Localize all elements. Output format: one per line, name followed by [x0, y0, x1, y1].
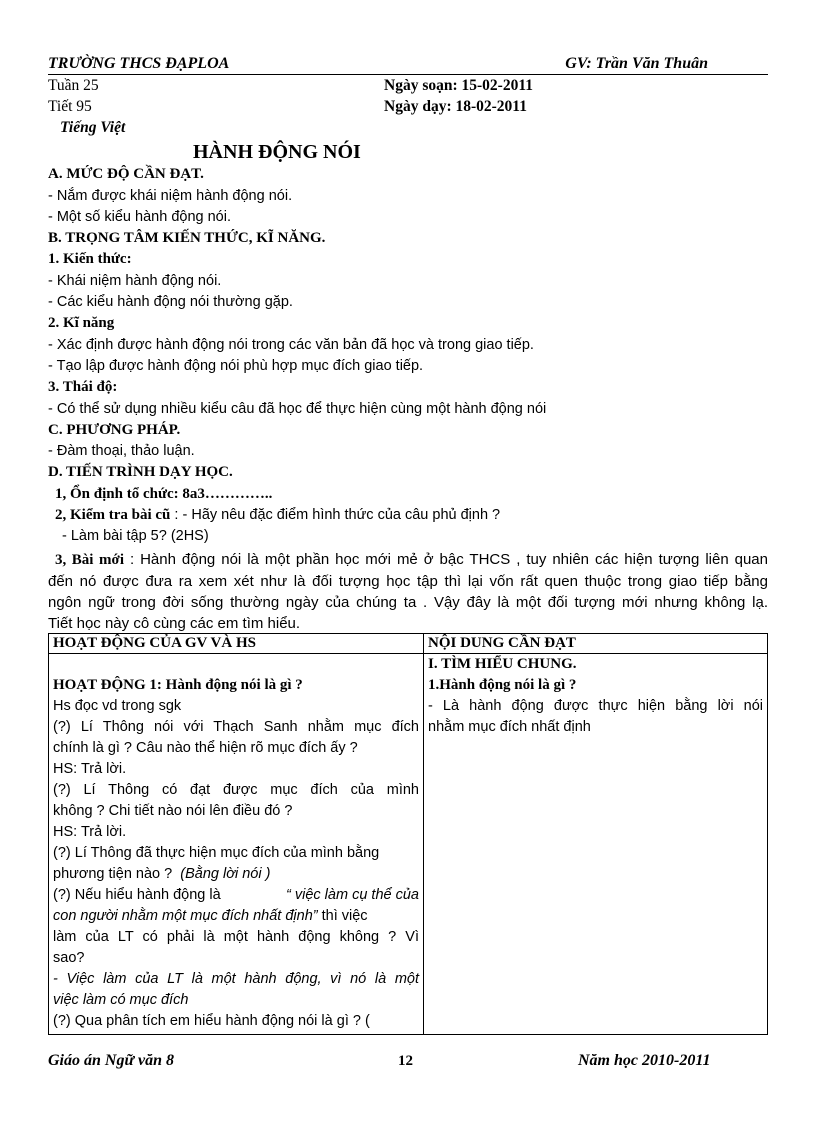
b2-item: - Tạo lập được hành động nói phù hợp mục đích giao tiếp. [48, 358, 424, 374]
d3-text-line: ngôn ngữ trong đời sống thường ngày của chúng ta . Vậy đây là một đối tượng mới nhưng không lạ. [48, 594, 768, 611]
b3-heading: 3. Thái độ: [48, 379, 118, 395]
activity-line: sao? [53, 950, 85, 966]
activity-line-italic: - Việc làm của LT là một hành động, vì nó là một [53, 971, 419, 987]
b1-item: - Khái niệm hành động nói. [48, 273, 222, 289]
b1-heading: 1. Kiến thức: [48, 251, 132, 267]
activity-line-italic: (Bằng lời nói ) [180, 866, 271, 882]
content-subheading: 1.Hành động nói là gì ? [428, 677, 577, 693]
activity-cell [49, 654, 424, 1035]
d3-text-line: : Hành động nói là một phần học mới mẻ ở bậc THCS , tuy nhiên các hiện tượng liên quan [123, 551, 768, 568]
d3-text-line: đến nó được đưa ra xem xét như là đối tượng học tập thì lại vốn rất quen thuộc trong giao tiếp bằng [48, 573, 768, 590]
b1-item: - Các kiểu hành động nói thường gặp. [48, 294, 293, 310]
activity-line: chính là gì ? Câu nào thể hiện rõ mục đích ấy ? [53, 740, 358, 756]
period: Tiết 95 [48, 98, 92, 115]
teacher-name: GV: Trần Văn Thuân [565, 55, 708, 72]
activity-title: HOẠT ĐỘNG 1: Hành động nói là gì ? [53, 677, 303, 693]
content-line: nhằm mục đích nhất định [428, 719, 591, 735]
activity-line: (?) Lí Thông có đạt được mục đích của mình [53, 782, 419, 798]
teach-date: Ngày dạy: 18-02-2011 [384, 98, 527, 115]
subject: Tiếng Việt [60, 119, 126, 136]
d3-paragraph [48, 549, 768, 634]
section-a-item: - Nắm được khái niệm hành động nói. [48, 188, 293, 204]
activity-line: làm của LT có phải là một hành động không ? Vì [53, 929, 419, 945]
activity-line: con người nhằm một mục đích nhất định” thì việc [53, 908, 368, 924]
activity-line: (?) Lí Thông nói với Thạch Sanh nhằm mục đích [53, 719, 419, 735]
activity-line: (?) Nếu hiểu hành động là “ việc làm cụ thể của [53, 885, 419, 906]
col1-header: HOẠT ĐỘNG CỦA GV VÀ HS [49, 634, 424, 654]
d2-label: 2, Kiểm tra bài cũ [55, 507, 171, 523]
content-cell [424, 654, 768, 1035]
prep-date: Ngày soạn: 15-02-2011 [384, 77, 533, 94]
activity-line: (?) Lí Thông đã thực hiện mục đích của mình bằng [53, 845, 380, 861]
section-a-heading: A. MỨC ĐỘ CẦN ĐẠT. [48, 166, 204, 182]
activity-line-italic: con người nhằm một mục đích nhất định” [53, 908, 318, 924]
activity-line-italic: “ việc làm cụ thể của [286, 887, 419, 903]
content-section: I. TÌM HIỂU CHUNG. [428, 656, 577, 672]
lesson-title: HÀNH ĐỘNG NÓI [193, 141, 361, 163]
activity-line: (?) Qua phân tích em hiểu hành động nói là gì ? ( [53, 1013, 370, 1029]
col2-header: NỘI DUNG CẦN ĐẠT [424, 634, 768, 654]
activity-line-italic: việc làm có mục đích [53, 992, 189, 1008]
page-number: 12 [398, 1053, 413, 1069]
week: Tuần 25 [48, 77, 99, 94]
activity-line: HS: Trả lời. [53, 824, 127, 840]
activity-line: Hs đọc vd trong sgk [53, 698, 182, 714]
section-a-item: - Một số kiểu hành động nói. [48, 209, 231, 225]
footer-left: Giáo án Ngữ văn 8 [48, 1052, 175, 1069]
lesson-table [48, 633, 768, 1035]
activity-line: không ? Chi tiết nào nói lên điều đó ? [53, 803, 293, 819]
section-b-heading: B. TRỌNG TÂM KIẾN THỨC, KĨ NĂNG. [48, 230, 326, 246]
section-d-heading: D. TIẾN TRÌNH DẠY HỌC. [48, 464, 233, 480]
footer-right: Năm học 2010-2011 [578, 1052, 711, 1069]
school-name: TRƯỜNG THCS ĐẠPLOA [48, 55, 230, 72]
d2-sub: - Làm bài tập 5? (2HS) [62, 528, 209, 544]
d1-line: 1, Ổn định tổ chức: 8a3………….. [55, 486, 273, 502]
section-c-item: - Đàm thoại, thảo luận. [48, 443, 195, 459]
activity-line: HS: Trả lời. [53, 761, 127, 777]
b2-item: - Xác định được hành động nói trong các văn bản đã học và trong giao tiếp. [48, 337, 534, 353]
content-line: - Là hành động được thực hiện bằng lời nói [428, 698, 763, 714]
header-rule [48, 74, 768, 75]
section-c-heading: C. PHƯƠNG PHÁP. [48, 422, 181, 438]
b3-item: - Có thể sử dụng nhiều kiểu câu đã học để thực hiện cùng một hành động nói [48, 401, 547, 417]
d2-line [55, 507, 500, 524]
b2-heading: 2. Kĩ năng [48, 315, 115, 331]
d3-text-line: Tiết học này cô cùng các em tìm hiểu. [48, 615, 301, 632]
d2-text: : - Hãy nêu đặc điểm hình thức của câu phủ định ? [170, 507, 501, 523]
d3-label: 3, Bài mới [55, 552, 124, 568]
activity-line: phương tiện nào ? (Bằng lời nói ) [53, 866, 271, 882]
